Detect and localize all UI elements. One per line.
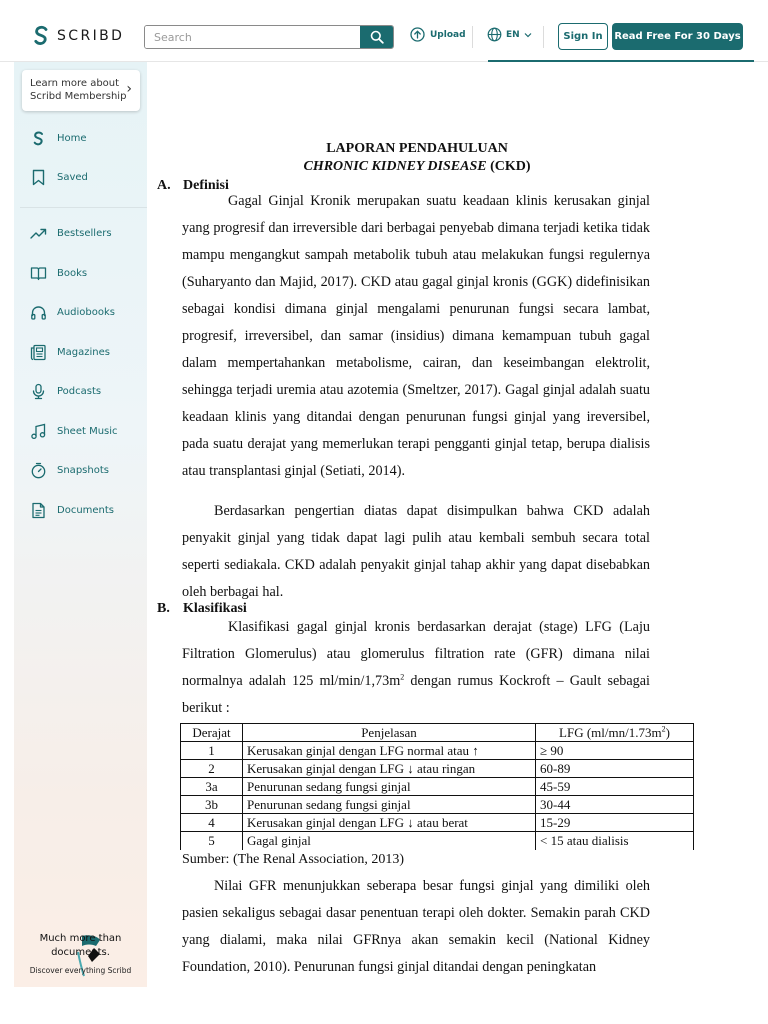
scribd-logo[interactable] xyxy=(32,24,124,48)
superscript: 2 xyxy=(400,672,405,682)
document-page xyxy=(147,62,707,987)
paragraph-text: Berdasarkan pengertian diatas dapat disimpulkan bahwa CKD adalah penyakit ginjal yang tidak dapat lagi pulih atau kembali sembuh secara total seperti sediakala. CKD adalah penyakit ginjal tahap akhir yang dapat disebabkan oleh berbagai hal. xyxy=(182,503,650,600)
table-header-tail: ) xyxy=(665,724,670,740)
paragraph-text: Nilai GFR menunjukkan seberapa besar fungsi ginjal yang dimiliki oleh pasien sekaligus sebagai dasar penentuan terapi oleh dokter. Semakin parah CKD yang dialami, maka nilai GFRnya akan semakin kecil (National Kidney Foundation, 2010). Penurunan fungsi ginjal ditandai dengan peningkatan xyxy=(182,878,650,975)
table-cell: < 15 atau dialisis xyxy=(536,832,694,850)
table-cell: 5 xyxy=(181,832,243,850)
table-cell: 3a xyxy=(181,778,243,796)
sidebar-item-label: Podcasts xyxy=(57,386,102,397)
table-header-cell xyxy=(536,724,694,742)
superscript: 2 xyxy=(661,724,666,734)
globe-icon xyxy=(487,27,502,42)
search-input[interactable] xyxy=(145,26,360,48)
book-icon xyxy=(30,265,47,282)
sidebar-divider xyxy=(20,207,147,208)
table-cell: 30-44 xyxy=(536,796,694,814)
sidebar-item-label: Home xyxy=(57,133,87,144)
scribd-logo-icon xyxy=(32,24,50,48)
membership-card[interactable] xyxy=(22,70,140,111)
promo-title-line-1: Much more than xyxy=(39,933,122,944)
table-cell: Kerusakan ginjal dengan LFG ↓ atau ringan xyxy=(243,760,536,778)
search-icon xyxy=(370,30,384,44)
bookmark-icon xyxy=(30,169,47,186)
sidebar-item-sheet-music[interactable] xyxy=(30,423,118,440)
upload-label: Upload xyxy=(430,29,466,40)
search-button[interactable] xyxy=(360,26,393,48)
table-cell: Kerusakan ginjal dengan LFG ↓ atau berat xyxy=(243,814,536,832)
stopwatch-icon xyxy=(30,462,47,479)
table-cell: Gagal ginjal xyxy=(243,832,536,850)
promo-title-line-2: documents. xyxy=(51,947,110,958)
table-cell: Kerusakan ginjal dengan LFG normal atau ↑ xyxy=(243,742,536,760)
trending-icon xyxy=(30,225,47,242)
table-row xyxy=(181,814,694,832)
table-row xyxy=(181,832,694,850)
table-cell: Penurunan sedang fungsi ginjal xyxy=(243,796,536,814)
table-header-text: LFG (ml/mn/1.73m xyxy=(559,724,662,740)
sign-in-button[interactable]: Sign In xyxy=(558,23,608,50)
document-subtitle-rest: (CKD) xyxy=(486,159,531,174)
sidebar-item-label: Sheet Music xyxy=(57,426,118,437)
sidebar-item-label: Magazines xyxy=(57,347,110,358)
table-row xyxy=(181,742,694,760)
scribd-icon xyxy=(30,130,47,147)
sidebar-item-books[interactable] xyxy=(30,265,87,282)
header-divider xyxy=(543,26,544,48)
language-selector[interactable] xyxy=(487,27,532,42)
top-header xyxy=(0,0,768,62)
magazine-icon xyxy=(30,344,47,361)
brand-name: SCRIBD xyxy=(57,28,125,44)
table-cell: 3b xyxy=(181,796,243,814)
section-letter: A. xyxy=(157,178,171,193)
sidebar-item-label: Documents xyxy=(57,505,115,516)
paragraph-conclusion xyxy=(182,498,650,606)
sidebar-item-podcasts[interactable] xyxy=(30,383,101,400)
table-cell: 45-59 xyxy=(536,778,694,796)
membership-line-1: Learn more about xyxy=(30,78,120,89)
table-header-cell: Penjelasan xyxy=(243,724,536,742)
upload-icon xyxy=(410,27,425,42)
section-title: Definisi xyxy=(183,178,229,193)
upload-button[interactable] xyxy=(410,27,466,42)
table-row xyxy=(181,760,694,778)
sidebar-item-label: Snapshots xyxy=(57,465,109,476)
table-cell: Penurunan sedang fungsi ginjal xyxy=(243,778,536,796)
table-cell: 1 xyxy=(181,742,243,760)
sidebar-item-bestsellers[interactable] xyxy=(30,225,112,242)
sidebar-item-documents[interactable] xyxy=(30,502,114,519)
paragraph-definition xyxy=(182,188,650,485)
table-cell: ≥ 90 xyxy=(536,742,694,760)
paragraph-classification xyxy=(182,614,650,722)
sidebar-item-saved[interactable] xyxy=(30,169,88,186)
chevron-down-icon xyxy=(524,32,532,38)
header-divider xyxy=(472,26,473,48)
paragraph-text-tail: dengan rumus Kockroft – Gault sebagai berikut : xyxy=(182,673,650,716)
sidebar-item-snapshots[interactable] xyxy=(30,462,109,479)
music-note-icon xyxy=(30,423,47,440)
table-cell: 4 xyxy=(181,814,243,832)
table-row xyxy=(181,778,694,796)
promo-block[interactable] xyxy=(14,932,147,975)
sidebar-item-label: Bestsellers xyxy=(57,228,112,239)
membership-line-2: Scribd Membership xyxy=(30,91,127,102)
table-cell: 15-29 xyxy=(536,814,694,832)
search-bar xyxy=(144,25,394,49)
paragraph-gfr xyxy=(182,873,650,981)
document-icon xyxy=(30,502,47,519)
document-subtitle-italic: CHRONIC KIDNEY DISEASE xyxy=(303,159,487,174)
sidebar xyxy=(14,62,147,987)
table-row xyxy=(181,796,694,814)
sidebar-item-label: Saved xyxy=(57,172,88,183)
language-label: EN xyxy=(506,29,520,40)
chevron-right-icon: › xyxy=(126,81,132,97)
microphone-icon xyxy=(30,383,47,400)
document-title: LAPORAN PENDAHULUAN xyxy=(326,141,508,156)
sidebar-item-audiobooks[interactable] xyxy=(30,304,115,321)
table-cell: 60-89 xyxy=(536,760,694,778)
table-cell: 2 xyxy=(181,760,243,778)
document-subtitle xyxy=(147,159,687,175)
table-header-cell: Derajat xyxy=(181,724,243,742)
sidebar-item-home[interactable] xyxy=(30,130,87,147)
headphones-icon xyxy=(30,304,47,321)
paragraph-text: Klasifikasi gagal ginjal kronis berdasarkan derajat (stage) LFG (Laju Filtration Glomerulus) atau glomerulus filtration rate (GFR) dimana nilai normalnya adalah 125 ml/min/1,73m xyxy=(182,619,650,689)
paragraph-text: Gagal Ginjal Kronik merupakan suatu keadaan klinis kerusakan ginjal yang progresif dan irreversible dari berbagai penyebab dimana terjadi ketika tidak mampu mengangkut sampah metabolik tubuh atau melakukan fungsi regulernya (Suharyanto dan Majid, 2017). CKD atau gagal ginjal kronis (GGK) didefinisikan sebagai kondisi dimana ginjal mengalami penurunan fungsi secara lambat, progresif, irreversibel, dan samar (insidius) dimana kemampuan tubuh gagal dalam mempertahankan metabolisme, cairan, dan keseimbangan elektrolit, sehingga terjadi uremia atau azotemia (Smeltzer, 2017). Gagal ginjal adalah suatu keadaan klinis yang ditandai dengan penurunan fungsi ginjal yang ireversibel, pada suatu derajat yang memerlukan terapi pengganti ginjal tetap, berupa dialisis atau transplantasi ginjal (Setiati, 2014). xyxy=(182,193,650,479)
read-free-button[interactable]: Read Free For 30 Days xyxy=(612,23,743,50)
table-header-row xyxy=(181,724,694,742)
sidebar-item-label: Audiobooks xyxy=(57,307,116,318)
section-title: Klasifikasi xyxy=(183,601,247,616)
sidebar-item-magazines[interactable] xyxy=(30,344,110,361)
sidebar-item-label: Books xyxy=(57,268,88,279)
promo-subtitle: Discover everything Scribd xyxy=(29,966,132,975)
table-source: Sumber: (The Renal Association, 2013) xyxy=(182,852,405,867)
promo-title xyxy=(14,932,147,960)
lfg-classification-table xyxy=(180,723,694,850)
section-letter: B. xyxy=(157,601,170,616)
